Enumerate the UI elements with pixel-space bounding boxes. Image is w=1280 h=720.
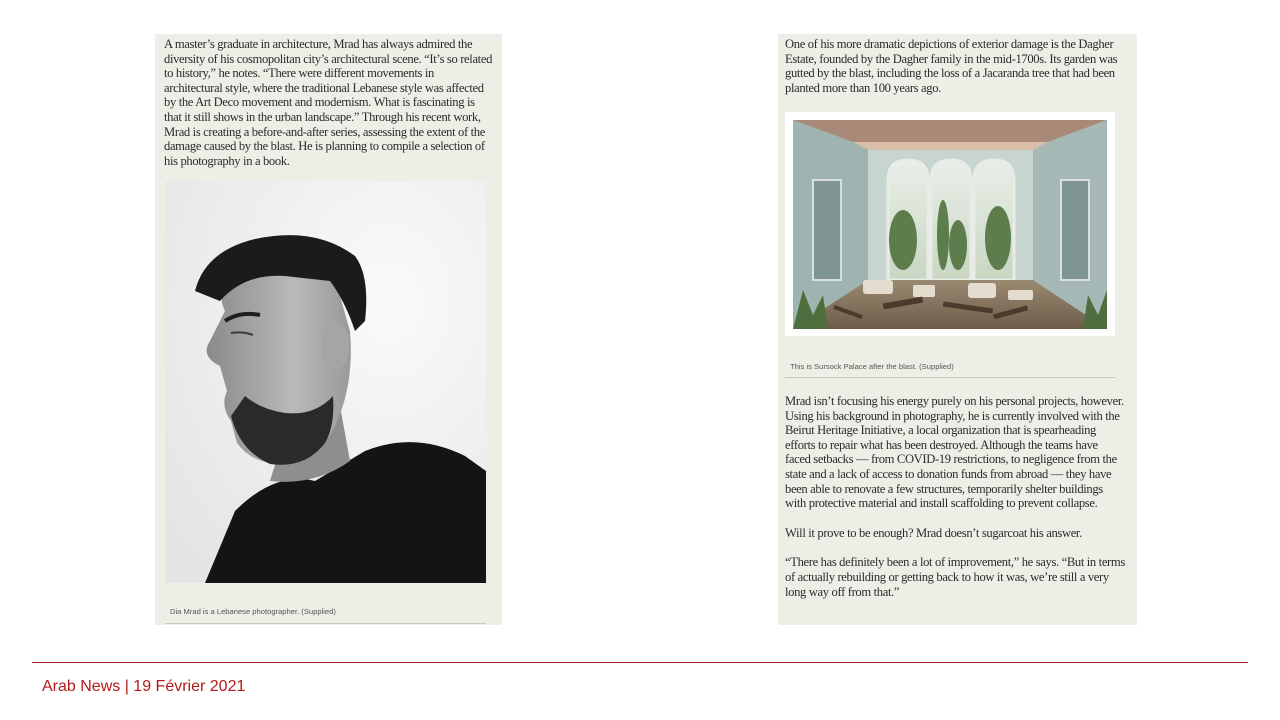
footer-divider (32, 662, 1248, 663)
photo-caption: Dia Mrad is a Lebanese photographer. (Supplied) (170, 607, 336, 616)
caption-divider (165, 623, 486, 624)
photo-caption: This is Sursock Palace after the blast. (Supplied) (790, 362, 954, 371)
portrait-photo (165, 181, 486, 583)
article-paragraph: Will it prove to be enough? Mrad doesn’t sugarcoat his answer. (785, 525, 1082, 540)
article-column-right (778, 34, 1137, 625)
article-body (785, 394, 1125, 599)
photo-frame (785, 112, 1115, 336)
source-footer: Arab News | 19 Février 2021 (42, 678, 246, 695)
caption-divider (785, 377, 1115, 378)
article-intro-paragraph: One of his more dramatic depictions of exterior damage is the Dagher Estate, founded by the Dagher family in the mid-1700s. Its garden was gutted by the blast, including the loss of a Jacaranda tree that had been planted more than 100 years ago. (785, 37, 1118, 95)
article-column-left (155, 34, 502, 625)
article-paragraph: A master’s graduate in architecture, Mrad has always admired the diversity of his cosmopolitan city’s architectural scene. “It’s so related to history,” he notes. “There were different movements in architectural style, where the traditional Lebanese style was affected by the Art Deco movement and modernism. What is fascinating is that it still shows in the urban landscape.” Through his recent work, Mrad is creating a before-and-after series, assessing the extent of the damage caused by the blast. He is planning to compile a selection of his photography in a book. (164, 37, 493, 168)
article-paragraph: Mrad isn’t focusing his energy purely on his personal projects, however. Using his background in photography, he is currently involved with the Beirut Heritage Initiative, a local organization that is spearheading efforts to repair what has been destroyed. Although the teams have faced setbacks — from COVID-19 restrictions, to negligence from the state and a lack of access to donation funds from abroad — they have been able to renovate a few structures, temporarily shelter buildings with protective material and install scaffolding to prevent collapse. (785, 394, 1124, 511)
article-paragraph: “There has definitely been a lot of improvement,” he says. “But in terms of actually rebuilding or getting back to how it was, we’re still a very long way off from that.” (785, 555, 1125, 599)
palace-interior-photo (793, 120, 1107, 329)
